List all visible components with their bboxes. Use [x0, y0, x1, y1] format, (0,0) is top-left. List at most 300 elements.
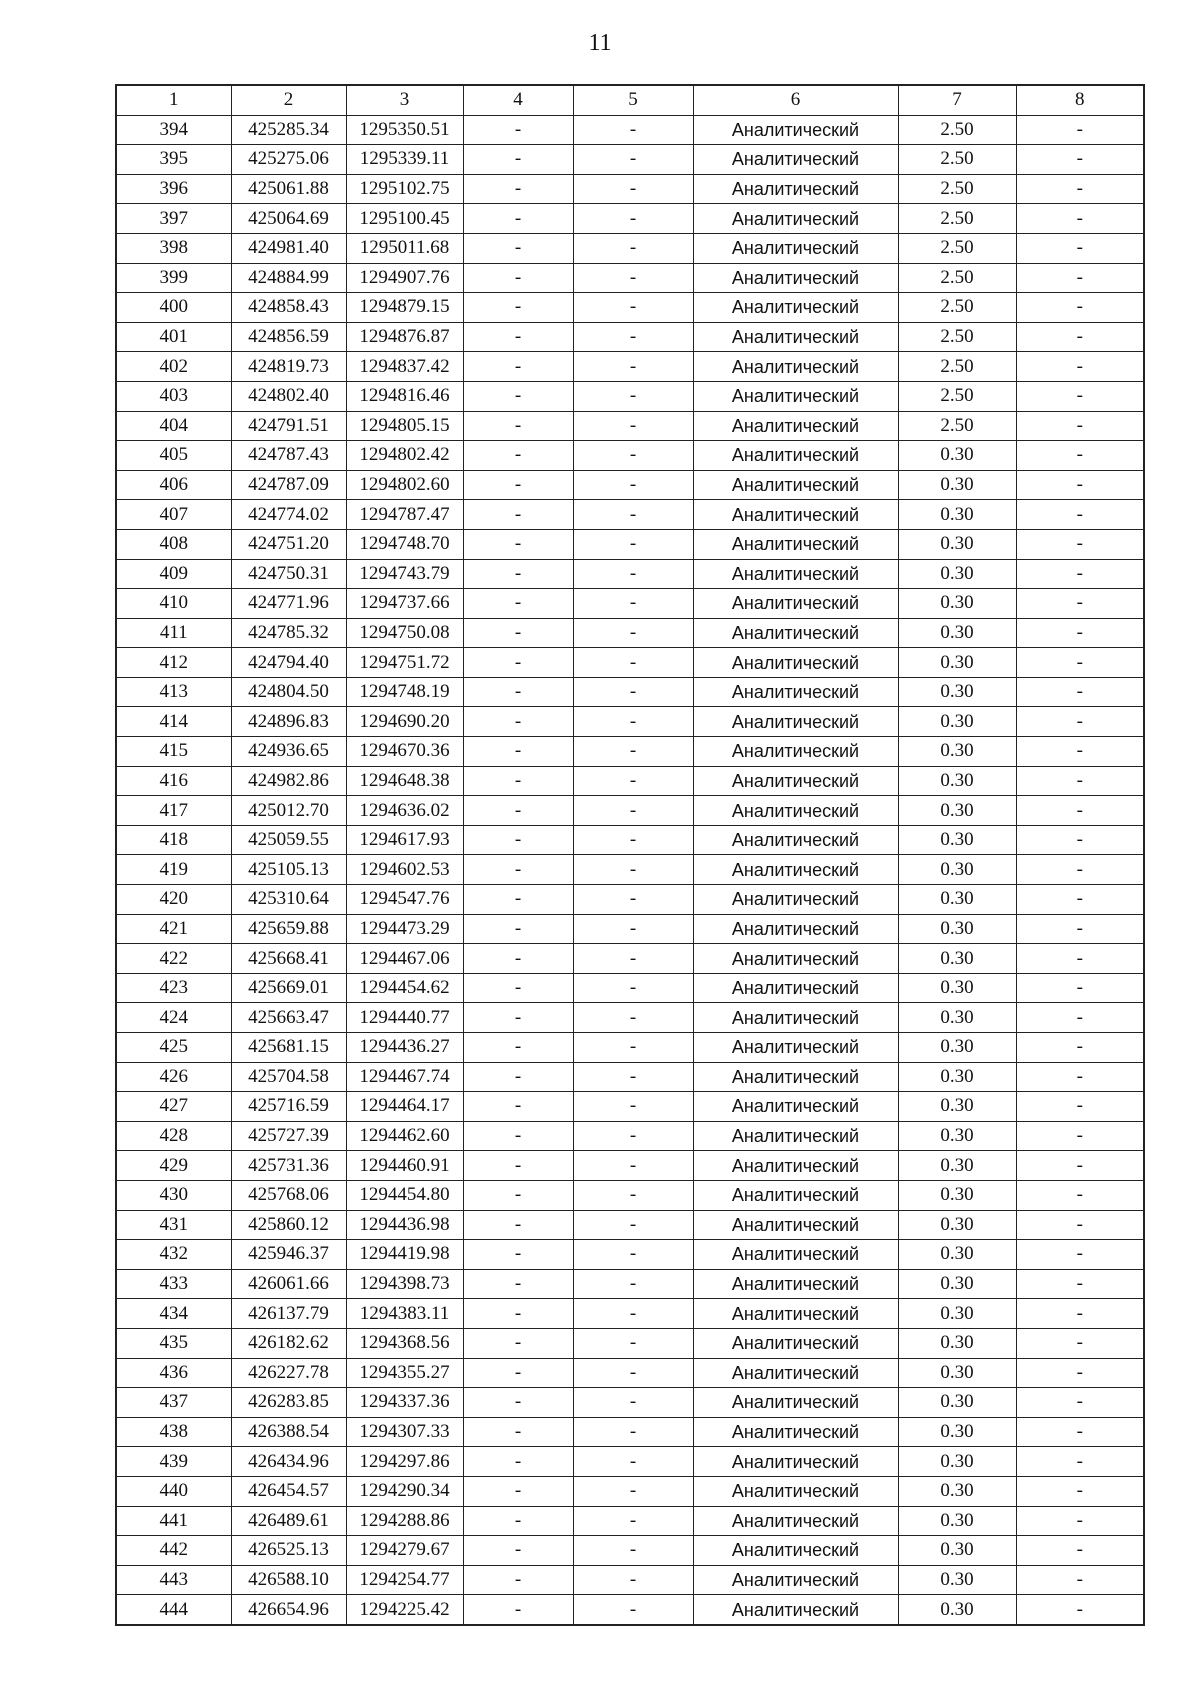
- method-cell: Аналитический: [693, 737, 898, 767]
- point-number-cell: 427: [116, 1092, 231, 1122]
- col-4-value-cell: -: [463, 115, 573, 145]
- method-cell: Аналитический: [693, 145, 898, 175]
- table-row: [116, 1388, 1144, 1418]
- col-5-value-cell: -: [573, 352, 693, 382]
- coord-y-cell: 1294802.60: [346, 470, 463, 500]
- col-5-value-cell: -: [573, 1388, 693, 1418]
- method-cell: Аналитический: [693, 1151, 898, 1181]
- method-cell: Аналитический: [693, 411, 898, 441]
- method-cell: Аналитический: [693, 1536, 898, 1566]
- coord-y-cell: 1294602.53: [346, 855, 463, 885]
- col-5-value-cell: -: [573, 1180, 693, 1210]
- accuracy-cell: 2.50: [898, 174, 1016, 204]
- method-cell: Аналитический: [693, 914, 898, 944]
- method-cell: Аналитический: [693, 1092, 898, 1122]
- point-number-cell: 413: [116, 677, 231, 707]
- col-4-value-cell: -: [463, 885, 573, 915]
- col-8-value-cell: -: [1016, 973, 1144, 1003]
- accuracy-cell: 2.50: [898, 352, 1016, 382]
- point-number-cell: 431: [116, 1210, 231, 1240]
- col-5-value-cell: -: [573, 1417, 693, 1447]
- col-5-value-cell: -: [573, 233, 693, 263]
- col-5-value-cell: -: [573, 174, 693, 204]
- table-row: [116, 529, 1144, 559]
- col-4-value-cell: -: [463, 1151, 573, 1181]
- coord-x-cell: 424787.43: [231, 441, 346, 471]
- accuracy-cell: 0.30: [898, 766, 1016, 796]
- table-row: [116, 322, 1144, 352]
- coord-x-cell: 425669.01: [231, 973, 346, 1003]
- column-header-6: 6: [693, 85, 898, 115]
- point-number-cell: 432: [116, 1240, 231, 1270]
- coord-y-cell: 1294876.87: [346, 322, 463, 352]
- accuracy-cell: 2.50: [898, 411, 1016, 441]
- coord-x-cell: 425668.41: [231, 944, 346, 974]
- coord-y-cell: 1294454.62: [346, 973, 463, 1003]
- col-5-value-cell: -: [573, 855, 693, 885]
- col-8-value-cell: -: [1016, 1506, 1144, 1536]
- col-5-value-cell: -: [573, 648, 693, 678]
- col-8-value-cell: -: [1016, 648, 1144, 678]
- accuracy-cell: 0.30: [898, 648, 1016, 678]
- method-cell: Аналитический: [693, 1565, 898, 1595]
- coord-y-cell: 1294464.17: [346, 1092, 463, 1122]
- col-4-value-cell: -: [463, 1417, 573, 1447]
- coord-x-cell: 424856.59: [231, 322, 346, 352]
- point-number-cell: 416: [116, 766, 231, 796]
- table-row: [116, 1151, 1144, 1181]
- col-5-value-cell: -: [573, 1092, 693, 1122]
- col-5-value-cell: -: [573, 1151, 693, 1181]
- col-8-value-cell: -: [1016, 1151, 1144, 1181]
- method-cell: Аналитический: [693, 796, 898, 826]
- col-5-value-cell: -: [573, 1447, 693, 1477]
- col-4-value-cell: -: [463, 293, 573, 323]
- table-row: [116, 707, 1144, 737]
- coord-x-cell: 426489.61: [231, 1506, 346, 1536]
- coord-y-cell: 1294816.46: [346, 381, 463, 411]
- coord-x-cell: 426588.10: [231, 1565, 346, 1595]
- point-number-cell: 401: [116, 322, 231, 352]
- method-cell: Аналитический: [693, 1269, 898, 1299]
- coord-y-cell: 1294636.02: [346, 796, 463, 826]
- table-row: [116, 618, 1144, 648]
- method-cell: Аналитический: [693, 204, 898, 234]
- point-number-cell: 421: [116, 914, 231, 944]
- method-cell: Аналитический: [693, 1033, 898, 1063]
- accuracy-cell: 2.50: [898, 204, 1016, 234]
- col-4-value-cell: -: [463, 1210, 573, 1240]
- table-row: [116, 411, 1144, 441]
- table-row: [116, 1092, 1144, 1122]
- col-4-value-cell: -: [463, 1506, 573, 1536]
- method-cell: Аналитический: [693, 973, 898, 1003]
- coord-y-cell: 1295011.68: [346, 233, 463, 263]
- point-number-cell: 435: [116, 1328, 231, 1358]
- coord-x-cell: 424884.99: [231, 263, 346, 293]
- col-8-value-cell: -: [1016, 737, 1144, 767]
- method-cell: Аналитический: [693, 618, 898, 648]
- col-8-value-cell: -: [1016, 855, 1144, 885]
- method-cell: Аналитический: [693, 589, 898, 619]
- col-4-value-cell: -: [463, 1299, 573, 1329]
- coord-x-cell: 425285.34: [231, 115, 346, 145]
- method-cell: Аналитический: [693, 1476, 898, 1506]
- col-5-value-cell: -: [573, 1121, 693, 1151]
- coord-x-cell: 425946.37: [231, 1240, 346, 1270]
- col-4-value-cell: -: [463, 944, 573, 974]
- accuracy-cell: 0.30: [898, 1447, 1016, 1477]
- point-number-cell: 403: [116, 381, 231, 411]
- col-8-value-cell: -: [1016, 263, 1144, 293]
- accuracy-cell: 0.30: [898, 1033, 1016, 1063]
- method-cell: Аналитический: [693, 1506, 898, 1536]
- page-number: 11: [588, 30, 612, 56]
- col-5-value-cell: -: [573, 145, 693, 175]
- col-4-value-cell: -: [463, 766, 573, 796]
- coord-x-cell: 426061.66: [231, 1269, 346, 1299]
- col-5-value-cell: -: [573, 263, 693, 293]
- accuracy-cell: 0.30: [898, 1536, 1016, 1566]
- col-4-value-cell: -: [463, 1447, 573, 1477]
- col-4-value-cell: -: [463, 1269, 573, 1299]
- col-5-value-cell: -: [573, 618, 693, 648]
- coord-y-cell: 1294254.77: [346, 1565, 463, 1595]
- accuracy-cell: 0.30: [898, 618, 1016, 648]
- accuracy-cell: 0.30: [898, 1476, 1016, 1506]
- col-8-value-cell: -: [1016, 1180, 1144, 1210]
- col-5-value-cell: -: [573, 381, 693, 411]
- coord-x-cell: 424787.09: [231, 470, 346, 500]
- coord-x-cell: 425860.12: [231, 1210, 346, 1240]
- table-row: [116, 1121, 1144, 1151]
- point-number-cell: 409: [116, 559, 231, 589]
- col-8-value-cell: -: [1016, 411, 1144, 441]
- method-cell: Аналитический: [693, 263, 898, 293]
- table-row: [116, 766, 1144, 796]
- point-number-cell: 419: [116, 855, 231, 885]
- accuracy-cell: 2.50: [898, 322, 1016, 352]
- method-cell: Аналитический: [693, 648, 898, 678]
- method-cell: Аналитический: [693, 1121, 898, 1151]
- point-number-cell: 433: [116, 1269, 231, 1299]
- col-5-value-cell: -: [573, 589, 693, 619]
- coord-x-cell: 426182.62: [231, 1328, 346, 1358]
- col-4-value-cell: -: [463, 1033, 573, 1063]
- coord-y-cell: 1294307.33: [346, 1417, 463, 1447]
- point-number-cell: 397: [116, 204, 231, 234]
- col-4-value-cell: -: [463, 825, 573, 855]
- coord-x-cell: 425012.70: [231, 796, 346, 826]
- table-row: [116, 441, 1144, 471]
- col-5-value-cell: -: [573, 204, 693, 234]
- table-row: [116, 559, 1144, 589]
- coord-x-cell: 425681.15: [231, 1033, 346, 1063]
- accuracy-cell: 0.30: [898, 885, 1016, 915]
- column-header-7: 7: [898, 85, 1016, 115]
- coord-x-cell: 424981.40: [231, 233, 346, 263]
- method-cell: Аналитический: [693, 1417, 898, 1447]
- accuracy-cell: 0.30: [898, 470, 1016, 500]
- col-8-value-cell: -: [1016, 204, 1144, 234]
- coord-y-cell: 1294288.86: [346, 1506, 463, 1536]
- col-8-value-cell: -: [1016, 145, 1144, 175]
- table-row: [116, 352, 1144, 382]
- col-4-value-cell: -: [463, 796, 573, 826]
- col-4-value-cell: -: [463, 1358, 573, 1388]
- accuracy-cell: 0.30: [898, 1092, 1016, 1122]
- point-number-cell: 437: [116, 1388, 231, 1418]
- table-row: [116, 1062, 1144, 1092]
- table-row: [116, 1033, 1144, 1063]
- accuracy-cell: 0.30: [898, 1565, 1016, 1595]
- coord-y-cell: 1295339.11: [346, 145, 463, 175]
- col-4-value-cell: -: [463, 470, 573, 500]
- point-number-cell: 428: [116, 1121, 231, 1151]
- coord-y-cell: 1294802.42: [346, 441, 463, 471]
- col-4-value-cell: -: [463, 1565, 573, 1595]
- accuracy-cell: 2.50: [898, 263, 1016, 293]
- col-8-value-cell: -: [1016, 1062, 1144, 1092]
- point-number-cell: 399: [116, 263, 231, 293]
- col-8-value-cell: -: [1016, 766, 1144, 796]
- accuracy-cell: 0.30: [898, 1595, 1016, 1625]
- point-number-cell: 404: [116, 411, 231, 441]
- coord-y-cell: 1294737.66: [346, 589, 463, 619]
- col-8-value-cell: -: [1016, 1447, 1144, 1477]
- method-cell: Аналитический: [693, 174, 898, 204]
- method-cell: Аналитический: [693, 885, 898, 915]
- method-cell: Аналитический: [693, 1210, 898, 1240]
- point-number-cell: 444: [116, 1595, 231, 1625]
- col-4-value-cell: -: [463, 233, 573, 263]
- accuracy-cell: 0.30: [898, 973, 1016, 1003]
- table-row: [116, 973, 1144, 1003]
- accuracy-cell: 2.50: [898, 145, 1016, 175]
- coord-x-cell: 425659.88: [231, 914, 346, 944]
- method-cell: Аналитический: [693, 529, 898, 559]
- table-row: [116, 648, 1144, 678]
- coord-x-cell: 426388.54: [231, 1417, 346, 1447]
- coord-x-cell: 424750.31: [231, 559, 346, 589]
- accuracy-cell: 0.30: [898, 500, 1016, 530]
- coord-x-cell: 425704.58: [231, 1062, 346, 1092]
- table-row: [116, 825, 1144, 855]
- point-number-cell: 423: [116, 973, 231, 1003]
- coord-y-cell: 1294907.76: [346, 263, 463, 293]
- accuracy-cell: 0.30: [898, 825, 1016, 855]
- col-4-value-cell: -: [463, 441, 573, 471]
- col-8-value-cell: -: [1016, 381, 1144, 411]
- coord-y-cell: 1294398.73: [346, 1269, 463, 1299]
- method-cell: Аналитический: [693, 1003, 898, 1033]
- coord-y-cell: 1294467.06: [346, 944, 463, 974]
- col-5-value-cell: -: [573, 1240, 693, 1270]
- col-5-value-cell: -: [573, 1269, 693, 1299]
- coord-x-cell: 424751.20: [231, 529, 346, 559]
- col-8-value-cell: -: [1016, 1536, 1144, 1566]
- coord-y-cell: 1294617.93: [346, 825, 463, 855]
- col-5-value-cell: -: [573, 1506, 693, 1536]
- column-header-1: 1: [116, 85, 231, 115]
- col-5-value-cell: -: [573, 1003, 693, 1033]
- col-8-value-cell: -: [1016, 707, 1144, 737]
- coord-y-cell: 1294751.72: [346, 648, 463, 678]
- col-5-value-cell: -: [573, 1476, 693, 1506]
- coord-y-cell: 1294460.91: [346, 1151, 463, 1181]
- point-number-cell: 410: [116, 589, 231, 619]
- col-4-value-cell: -: [463, 500, 573, 530]
- accuracy-cell: 0.30: [898, 944, 1016, 974]
- col-8-value-cell: -: [1016, 293, 1144, 323]
- accuracy-cell: 0.30: [898, 1180, 1016, 1210]
- col-4-value-cell: -: [463, 914, 573, 944]
- coord-x-cell: 424791.51: [231, 411, 346, 441]
- coord-x-cell: 424771.96: [231, 589, 346, 619]
- col-4-value-cell: -: [463, 352, 573, 382]
- col-8-value-cell: -: [1016, 1240, 1144, 1270]
- col-8-value-cell: -: [1016, 559, 1144, 589]
- col-8-value-cell: -: [1016, 233, 1144, 263]
- col-5-value-cell: -: [573, 796, 693, 826]
- method-cell: Аналитический: [693, 559, 898, 589]
- accuracy-cell: 0.30: [898, 1240, 1016, 1270]
- method-cell: Аналитический: [693, 1299, 898, 1329]
- coord-y-cell: 1294837.42: [346, 352, 463, 382]
- coord-x-cell: 425064.69: [231, 204, 346, 234]
- col-5-value-cell: -: [573, 914, 693, 944]
- col-5-value-cell: -: [573, 677, 693, 707]
- col-4-value-cell: -: [463, 1240, 573, 1270]
- col-8-value-cell: -: [1016, 1358, 1144, 1388]
- col-4-value-cell: -: [463, 1536, 573, 1566]
- table-row: [116, 796, 1144, 826]
- col-8-value-cell: -: [1016, 500, 1144, 530]
- col-5-value-cell: -: [573, 470, 693, 500]
- accuracy-cell: 0.30: [898, 559, 1016, 589]
- col-5-value-cell: -: [573, 1299, 693, 1329]
- col-4-value-cell: -: [463, 174, 573, 204]
- point-number-cell: 436: [116, 1358, 231, 1388]
- accuracy-cell: 2.50: [898, 233, 1016, 263]
- col-8-value-cell: -: [1016, 914, 1144, 944]
- method-cell: Аналитический: [693, 1062, 898, 1092]
- point-number-cell: 412: [116, 648, 231, 678]
- column-header-8: 8: [1016, 85, 1144, 115]
- method-cell: Аналитический: [693, 677, 898, 707]
- coord-y-cell: 1294436.98: [346, 1210, 463, 1240]
- coord-x-cell: 425061.88: [231, 174, 346, 204]
- coord-y-cell: 1294670.36: [346, 737, 463, 767]
- coord-y-cell: 1294690.20: [346, 707, 463, 737]
- table-row: [116, 293, 1144, 323]
- column-header-3: 3: [346, 85, 463, 115]
- method-cell: Аналитический: [693, 1358, 898, 1388]
- point-number-cell: 405: [116, 441, 231, 471]
- col-8-value-cell: -: [1016, 1299, 1144, 1329]
- method-cell: Аналитический: [693, 766, 898, 796]
- point-number-cell: 411: [116, 618, 231, 648]
- point-number-cell: 424: [116, 1003, 231, 1033]
- col-5-value-cell: -: [573, 322, 693, 352]
- col-8-value-cell: -: [1016, 470, 1144, 500]
- col-8-value-cell: -: [1016, 885, 1144, 915]
- accuracy-cell: 2.50: [898, 381, 1016, 411]
- accuracy-cell: 0.30: [898, 707, 1016, 737]
- point-number-cell: 443: [116, 1565, 231, 1595]
- point-number-cell: 425: [116, 1033, 231, 1063]
- coord-y-cell: 1294355.27: [346, 1358, 463, 1388]
- col-5-value-cell: -: [573, 500, 693, 530]
- accuracy-cell: 0.30: [898, 914, 1016, 944]
- table-row: [116, 1506, 1144, 1536]
- col-5-value-cell: -: [573, 1565, 693, 1595]
- table-row: [116, 1003, 1144, 1033]
- accuracy-cell: 0.30: [898, 1417, 1016, 1447]
- table-row: [116, 1565, 1144, 1595]
- col-4-value-cell: -: [463, 1180, 573, 1210]
- column-header-5: 5: [573, 85, 693, 115]
- table-row: [116, 944, 1144, 974]
- coord-y-cell: 1294750.08: [346, 618, 463, 648]
- method-cell: Аналитический: [693, 293, 898, 323]
- coord-y-cell: 1294748.70: [346, 529, 463, 559]
- col-5-value-cell: -: [573, 1062, 693, 1092]
- col-4-value-cell: -: [463, 145, 573, 175]
- col-8-value-cell: -: [1016, 796, 1144, 826]
- table-row: [116, 737, 1144, 767]
- coord-y-cell: 1294805.15: [346, 411, 463, 441]
- col-5-value-cell: -: [573, 973, 693, 1003]
- col-4-value-cell: -: [463, 322, 573, 352]
- col-4-value-cell: -: [463, 1388, 573, 1418]
- coord-y-cell: 1294787.47: [346, 500, 463, 530]
- accuracy-cell: 0.30: [898, 855, 1016, 885]
- point-number-cell: 407: [116, 500, 231, 530]
- coord-x-cell: 426454.57: [231, 1476, 346, 1506]
- table-row: [116, 1417, 1144, 1447]
- col-8-value-cell: -: [1016, 618, 1144, 648]
- col-8-value-cell: -: [1016, 1565, 1144, 1595]
- coord-y-cell: 1294436.27: [346, 1033, 463, 1063]
- method-cell: Аналитический: [693, 1240, 898, 1270]
- col-4-value-cell: -: [463, 648, 573, 678]
- point-number-cell: 408: [116, 529, 231, 559]
- point-number-cell: 394: [116, 115, 231, 145]
- col-4-value-cell: -: [463, 204, 573, 234]
- point-number-cell: 434: [116, 1299, 231, 1329]
- point-number-cell: 418: [116, 825, 231, 855]
- table-row: [116, 204, 1144, 234]
- accuracy-cell: 0.30: [898, 441, 1016, 471]
- col-5-value-cell: -: [573, 707, 693, 737]
- col-8-value-cell: -: [1016, 677, 1144, 707]
- coord-y-cell: 1294454.80: [346, 1180, 463, 1210]
- coord-y-cell: 1294462.60: [346, 1121, 463, 1151]
- method-cell: Аналитический: [693, 1595, 898, 1625]
- coord-y-cell: 1294473.29: [346, 914, 463, 944]
- table-body: [116, 115, 1144, 1625]
- table-row: [116, 1358, 1144, 1388]
- col-8-value-cell: -: [1016, 1417, 1144, 1447]
- col-4-value-cell: -: [463, 973, 573, 1003]
- col-4-value-cell: -: [463, 381, 573, 411]
- table-row: [116, 1299, 1144, 1329]
- table-row: [116, 470, 1144, 500]
- table-row: [116, 1447, 1144, 1477]
- accuracy-cell: 2.50: [898, 293, 1016, 323]
- col-4-value-cell: -: [463, 589, 573, 619]
